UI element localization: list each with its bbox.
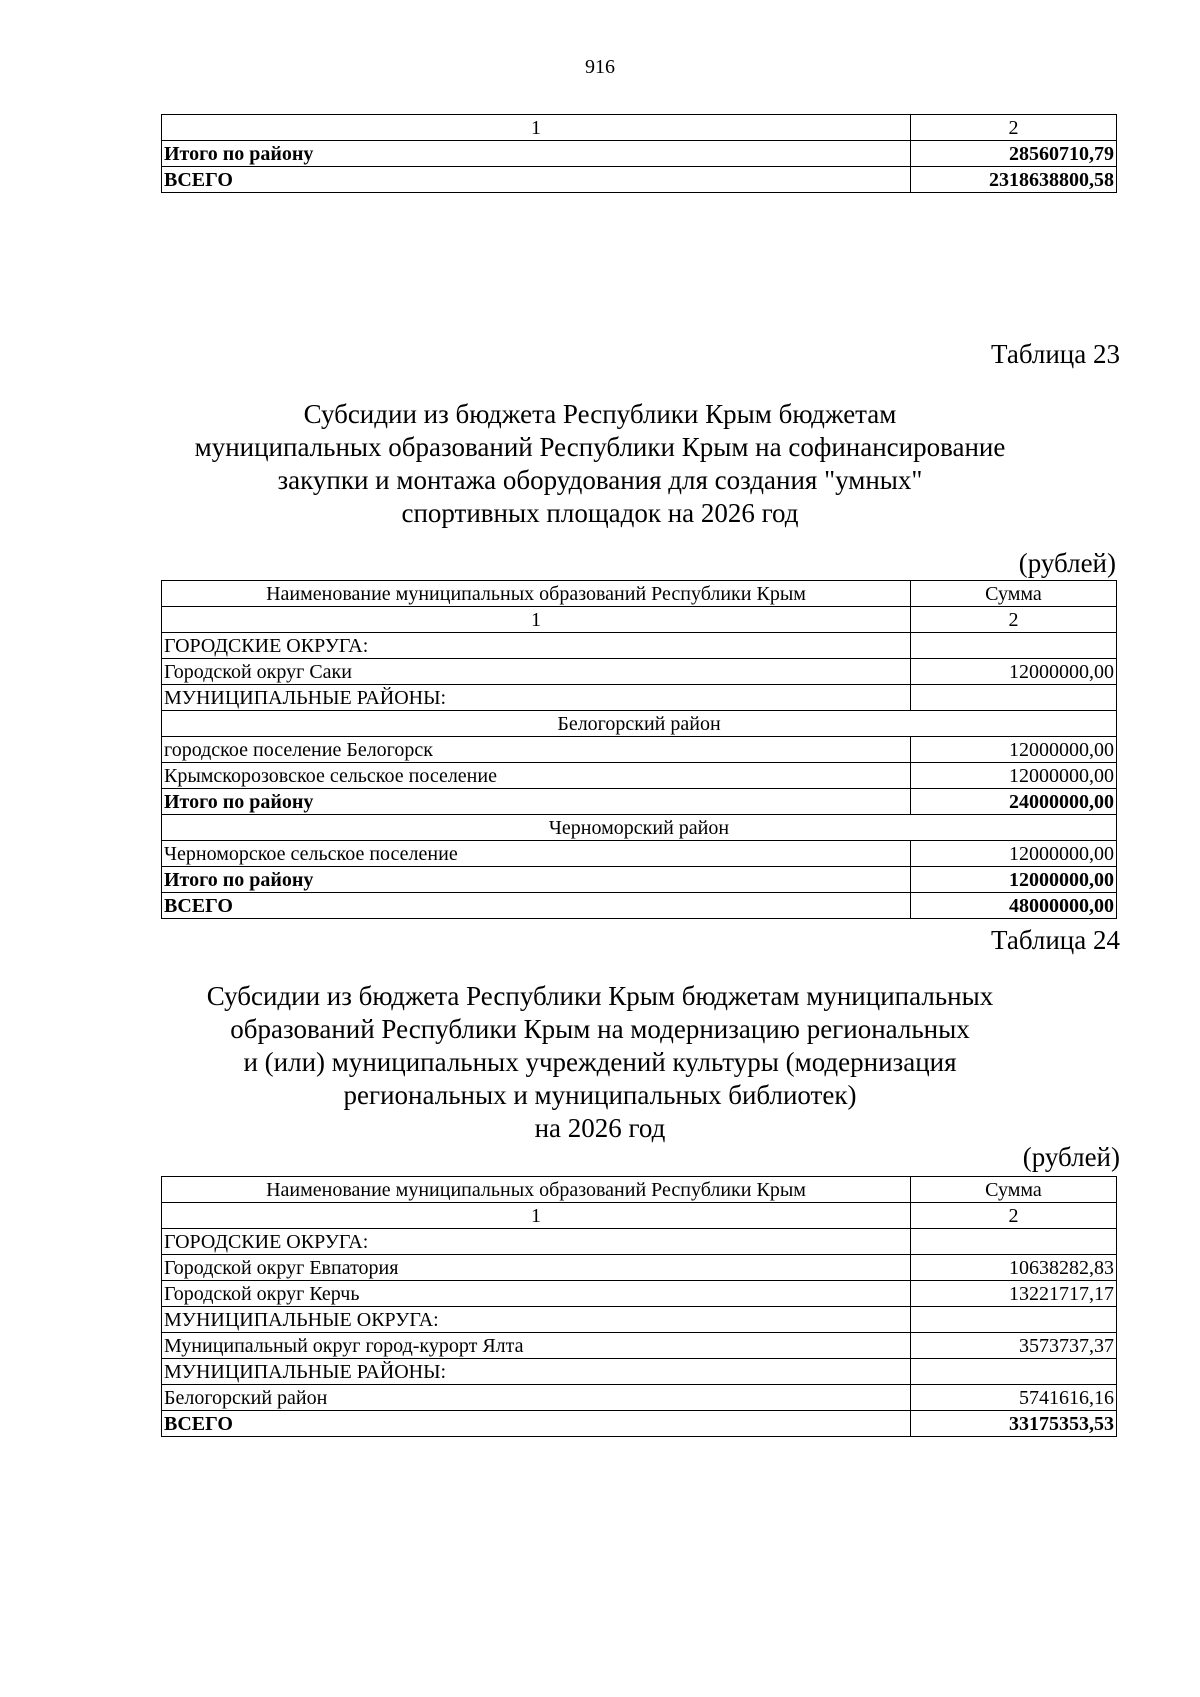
table-23-unit: (рублей): [1018, 548, 1116, 578]
title-line: региональных и муниципальных библиотек): [343, 1080, 857, 1110]
row-sum: [911, 1307, 1117, 1333]
table-row: [162, 737, 1117, 763]
row-name: Белогорский район: [162, 1385, 911, 1411]
row-sum: 24000000,00: [911, 789, 1117, 815]
continuation-table: [161, 114, 1117, 193]
column-number-row: [162, 607, 1117, 633]
row-name: Городской округ Керчь: [162, 1281, 911, 1307]
row-sum: 28560710,79: [911, 141, 1117, 167]
table-row: [162, 1229, 1117, 1255]
row-sum: 12000000,00: [911, 841, 1117, 867]
row-name: Итого по району: [162, 867, 911, 893]
row-name: ВСЕГО: [162, 893, 911, 919]
row-sum: 2318638800,58: [911, 167, 1117, 193]
header-sum: Сумма: [911, 1177, 1117, 1203]
row-name: Муниципальный округ город-курорт Ялта: [162, 1333, 911, 1359]
header-sum: Сумма: [911, 581, 1117, 607]
row-sum: 12000000,00: [911, 763, 1117, 789]
table-row: [162, 167, 1117, 193]
district-name: Белогорский район: [162, 711, 1117, 737]
subtotal-row: [162, 789, 1117, 815]
column-number: 1: [162, 1203, 911, 1229]
header-name: Наименование муниципальных образований Республики Крым: [162, 581, 911, 607]
table-row: [162, 1359, 1117, 1385]
title-line: образований Республики Крым на модернизацию региональных: [230, 1014, 970, 1044]
column-number: 2: [911, 115, 1117, 141]
title-line: Субсидии из бюджета Республики Крым бюджетам: [303, 399, 897, 429]
total-row: [162, 1411, 1117, 1437]
title-line: муниципальных образований Республики Крым на софинансирование: [194, 432, 1006, 462]
column-number: 2: [911, 1203, 1117, 1229]
table-row: [162, 763, 1117, 789]
row-sum: [911, 633, 1117, 659]
table-23-label: Таблица 23: [991, 339, 1120, 369]
row-sum: 5741616,16: [911, 1385, 1117, 1411]
row-name: Черноморское сельское поселение: [162, 841, 911, 867]
table-24-unit: (рублей): [1022, 1142, 1120, 1172]
title-line: на 2026 год: [534, 1113, 666, 1143]
row-name: ВСЕГО: [162, 167, 911, 193]
district-name: Черноморский район: [162, 815, 1117, 841]
header-row: [162, 581, 1117, 607]
row-name: Итого по району: [162, 141, 911, 167]
row-sum: 10638282,83: [911, 1255, 1117, 1281]
column-number: 2: [911, 607, 1117, 633]
title-line: и (или) муниципальных учреждений культуры (модернизация: [243, 1047, 957, 1077]
table-row: [162, 659, 1117, 685]
column-number-row: [162, 1203, 1117, 1229]
table-24-title: [0, 980, 1200, 1145]
row-name: ВСЕГО: [162, 1411, 911, 1437]
header-row: [162, 1177, 1117, 1203]
row-name: Городской округ Саки: [162, 659, 911, 685]
row-name: ГОРОДСКИЕ ОКРУГА:: [162, 1229, 911, 1255]
title-line: спортивных площадок на 2026 год: [401, 498, 799, 528]
table-row: [162, 1307, 1117, 1333]
table-row: [162, 1255, 1117, 1281]
table-row: [162, 841, 1117, 867]
row-sum: 48000000,00: [911, 893, 1117, 919]
row-sum: 12000000,00: [911, 867, 1117, 893]
table-23: [161, 580, 1117, 919]
column-number: 1: [162, 607, 911, 633]
title-line: Субсидии из бюджета Республики Крым бюджетам муниципальных: [206, 981, 994, 1011]
table-row: [162, 633, 1117, 659]
district-row: [162, 711, 1117, 737]
column-number: 1: [162, 115, 911, 141]
row-name: МУНИЦИПАЛЬНЫЕ РАЙОНЫ:: [162, 1359, 911, 1385]
subtotal-row: [162, 867, 1117, 893]
table-row: [162, 1281, 1117, 1307]
table-row: [162, 1333, 1117, 1359]
table-row: [162, 141, 1117, 167]
table-24-label: Таблица 24: [991, 925, 1120, 955]
row-name: Итого по району: [162, 789, 911, 815]
total-row: [162, 893, 1117, 919]
row-sum: 13221717,17: [911, 1281, 1117, 1307]
row-sum: [911, 1229, 1117, 1255]
row-name: Городской округ Евпатория: [162, 1255, 911, 1281]
table-23-title: [0, 398, 1200, 530]
row-sum: [911, 1359, 1117, 1385]
row-sum: 12000000,00: [911, 659, 1117, 685]
table-row: [162, 1385, 1117, 1411]
row-name: ГОРОДСКИЕ ОКРУГА:: [162, 633, 911, 659]
row-name: МУНИЦИПАЛЬНЫЕ ОКРУГА:: [162, 1307, 911, 1333]
row-sum: 12000000,00: [911, 737, 1117, 763]
row-sum: 33175353,53: [911, 1411, 1117, 1437]
title-line: закупки и монтажа оборудования для создания "умных": [277, 465, 923, 495]
header-name: Наименование муниципальных образований Республики Крым: [162, 1177, 911, 1203]
row-name: МУНИЦИПАЛЬНЫЕ РАЙОНЫ:: [162, 685, 911, 711]
row-name: городское поселение Белогорск: [162, 737, 911, 763]
row-sum: 3573737,37: [911, 1333, 1117, 1359]
district-row: [162, 815, 1117, 841]
table-24: [161, 1176, 1117, 1437]
table-row: [162, 685, 1117, 711]
column-number-row: [162, 115, 1117, 141]
page-number: 916: [585, 56, 615, 78]
row-name: Крымскорозовское сельское поселение: [162, 763, 911, 789]
row-sum: [911, 685, 1117, 711]
